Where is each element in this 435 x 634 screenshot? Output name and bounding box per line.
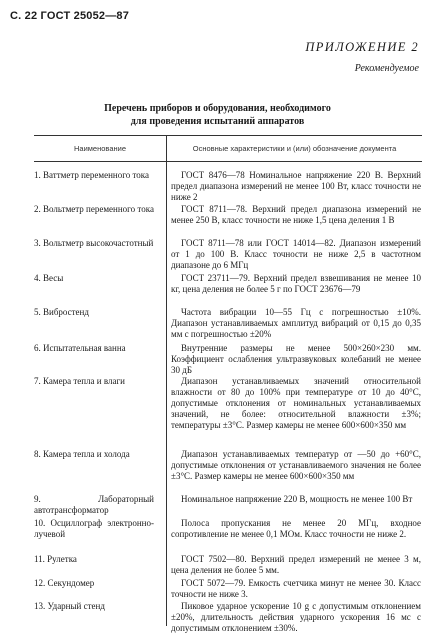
row-spec: Номинальное напряжение 220 В, мощность не менее 100 Вт — [181, 494, 413, 504]
row-spec: ГОСТ 8711—78. Верхний предел диапазона измерений не менее 250 В, класс точности не ниже 1,5 цена деления 1 В — [171, 204, 421, 225]
table-body — [34, 162, 422, 633]
row-name: 9. Лабораторный автотрансформатор — [34, 494, 154, 515]
row-spec: Внутренние размеры не менее 500×260×230 мм. Коэффициент ослабления ультразвуковых колебаний не менее 30 дБ — [171, 343, 421, 375]
title-line-2: для проведения испытаний аппаратов — [130, 116, 305, 127]
row-name: 5. Вибростенд — [34, 307, 89, 317]
row-name: 4. Весы — [34, 273, 64, 283]
appendix-subtitle: Рекомендуемое — [354, 63, 419, 74]
page-header: С. 22 ГОСТ 25052—87 — [10, 10, 130, 22]
column-divider — [166, 162, 167, 626]
title-line-1: Перечень приборов и оборудования, необходимого — [104, 103, 331, 114]
row-spec: ГОСТ 8476—78 Номинальное напряжение 220 В. Верхний предел диапазона измерений не менее 100 Вт, класс точности не ниже 2 — [171, 170, 421, 202]
row-spec: Диапазон устанавливаемых температур от —50 до +60°С, допустимые отклонения от устанавливаемого значения не более ±3°С. Размер камеры не менее 600×600×350 мм — [171, 449, 421, 481]
column-header-name: Наименование — [34, 136, 167, 161]
row-spec: ГОСТ 5072—79. Емкость счетчика минут не менее 30. Класс точности не ниже 3. — [171, 578, 421, 599]
document-title — [0, 102, 435, 128]
row-name: 6. Испытательная ванна — [34, 343, 126, 353]
row-name: 11. Рулетка — [34, 554, 77, 564]
row-spec: Полоса пропускания не менее 20 МГц, входное сопротивление не менее 0,1 МОм. Класс точности не ниже 2. — [171, 518, 421, 539]
column-header-spec: Основные характеристики и (или) обозначение документа — [192, 143, 397, 153]
row-name: 10. Осциллограф электронно-лучевой — [34, 518, 154, 539]
appendix-title: ПРИЛОЖЕНИЕ 2 — [305, 40, 419, 54]
row-name: 3. Вольтметр высокочастотный — [34, 238, 154, 248]
row-spec: ГОСТ 8711—78 или ГОСТ 14014—82. Диапазон измерений от 1 до 100 В. Класс точности не ниже 2,5 в частотном диапазоне до 6 МГц — [171, 238, 421, 270]
row-name: 8. Камера тепла и холода — [34, 449, 130, 459]
row-name: 2. Вольтметр переменного тока — [34, 204, 154, 214]
row-spec: ГОСТ 23711—79. Верхний предел взвешивания не менее 10 кг, цена деления не более 5 г по ГОСТ 23676—79 — [171, 273, 421, 294]
row-spec: ГОСТ 7502—80. Верхний предел измерений не менее 3 м, цена деления не более 5 мм. — [171, 554, 421, 575]
row-spec: Частота вибрации 10—55 Гц с погрешностью ±10%. Диапазон устанавливаемых амплитуд вибраций от 0,15 до 0,35 мм с погрешностью ±20% — [171, 307, 421, 339]
appendix-block — [305, 40, 419, 74]
row-spec: Диапазон устанавливаемых значений относительной влажности от 80 до 100% при температуре от 10 до 40°С, допустимые отклонения от номинальных устанавливаемых значений, не более: относительной влажности ±3%; температуры ±3°С. Размер камеры не менее 600×600×350 мм — [171, 376, 421, 430]
row-name: 1. Ваттметр переменного тока — [34, 170, 150, 180]
row-name: 12. Секундомер — [34, 578, 95, 588]
row-name: 13. Ударный стенд — [34, 601, 105, 611]
row-spec: Пиковое ударное ускорение 10 g с допустимым отклонением ±20%, длительность действия ударного ускорения 16 мс с допустимым отклонением ±30%. — [171, 601, 421, 633]
equipment-table — [34, 135, 422, 633]
table-header — [34, 135, 422, 162]
row-name: 7. Камера тепла и влаги — [34, 376, 125, 386]
